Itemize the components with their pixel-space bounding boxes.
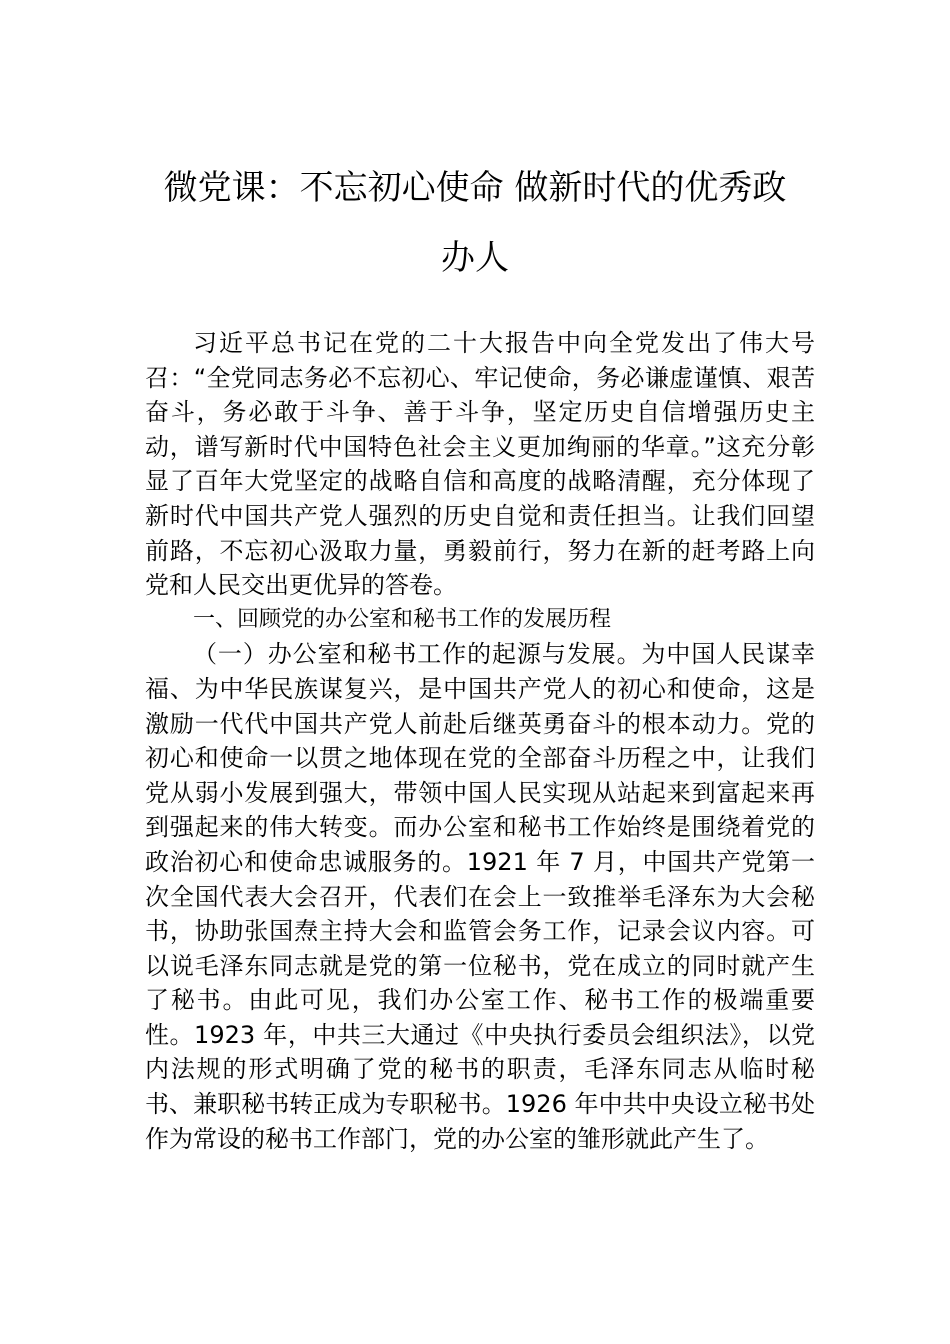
- document-body: [145, 326, 815, 1156]
- section-paragraph: （一）办公室和秘书工作的起源与发展。为中国人民谋幸福、为中华民族谋复兴，是中国共产党人的初心和使命，这是激励一代代中国共产党人前赴后继英勇奋斗的根本动力。党的初心和使命一以贯之地体现在党的全部奋斗历程之中，让我们党从弱小发展到强大，带领中国人民实现从站起来到富起来再到强起来的伟大转变。而办公室和秘书工作始终是围绕着党的政治初心和使命忠诚服务的。1921 年 7 月，中国共产党第一次全国代表大会召开，代表们在会上一致推举毛泽东为大会秘书，协助张国焘主持大会和监管会务工作，记录会议内容。可以说毛泽东同志就是党的第一位秘书，党在成立的同时就产生了秘书。由此可见，我们办公室工作、秘书工作的极端重要性。1923 年，中共三大通过《中央执行委员会组织法》，以党内法规的形式明确了党的秘书的职责，毛泽东同志从临时秘书、兼职秘书转正成为专职秘书。1926 年中共中央设立秘书处作为常设的秘书工作部门，党的办公室的雏形就此产生了。: [145, 640, 815, 1153]
- document-title-line-2: 办人: [441, 238, 509, 278]
- intro-paragraph: 习近平总书记在党的二十大报告中向全党发出了伟大号召：“全党同志务必不忘初心、牢记使命，务必谦虚谨慎、艰苦奋斗，务必敢于斗争、善于斗争，坚定历史自信增强历史主动，谱写新时代中国特色社会主义更加绚丽的华章。”这充分彰显了百年大党坚定的战略自信和高度的战略清醒，充分体现了新时代中国共产党人强烈的历史自觉和责任担当。让我们回望前路，不忘初心汲取力量，勇毅前行，努力在新的赶考路上向党和人民交出更优异的答卷。: [145, 329, 815, 600]
- section-heading: 一、回顾党的办公室和秘书工作的发展历程: [193, 606, 612, 632]
- document-title-line-1: 微党课：不忘初心使命 做新时代的优秀政: [163, 168, 787, 208]
